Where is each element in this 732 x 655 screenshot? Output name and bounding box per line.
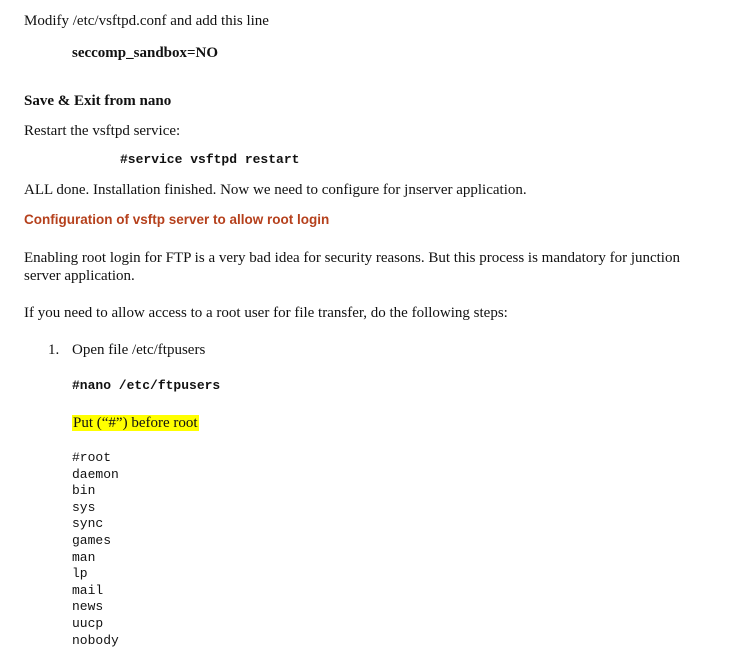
highlighted-instruction bbox=[72, 414, 199, 432]
paragraph-modify: Modify /etc/vsftpd.conf and add this line bbox=[24, 13, 269, 29]
list-number: 1. bbox=[48, 342, 60, 358]
paragraph-restart: Restart the vsftpd service: bbox=[24, 123, 181, 139]
ftpusers-entry: sys bbox=[72, 499, 96, 515]
ftpusers-list bbox=[72, 450, 119, 649]
paragraph-save-exit: Save & Exit from nano bbox=[24, 93, 172, 109]
section-heading-config: Configuration of vsftp server to allow root login bbox=[24, 212, 330, 227]
ftpusers-entry: nobody bbox=[72, 632, 119, 648]
ftpusers-entry: news bbox=[72, 599, 104, 615]
paragraph-enabling: Enabling root login for FTP is a very bad idea for security reasons. But this process is mandatory for junction server application. bbox=[24, 250, 680, 284]
ftpusers-entry: man bbox=[72, 549, 96, 565]
ftpusers-entry: #root bbox=[72, 450, 112, 465]
ftpusers-entry: uucp bbox=[72, 615, 104, 631]
ftpusers-entry: sync bbox=[72, 516, 104, 532]
ftpusers-entry: lp bbox=[72, 566, 88, 582]
code-restart-command: #service vsftpd restart bbox=[120, 152, 300, 167]
paragraph-if-you-need: If you need to allow access to a root user for file transfer, do the following steps: bbox=[24, 305, 508, 321]
highlight-text: Put (“#”) before root bbox=[73, 415, 198, 431]
ftpusers-entry: bin bbox=[72, 483, 96, 499]
ftpusers-entry: daemon bbox=[72, 466, 119, 482]
ftpusers-entry: mail bbox=[72, 582, 104, 598]
ftpusers-entry: games bbox=[72, 532, 112, 548]
code-seccomp-line: seccomp_sandbox=NO bbox=[72, 45, 219, 61]
code-nano-command: #nano /etc/ftpusers bbox=[72, 378, 221, 393]
paragraph-all-done: ALL done. Installation finished. Now we need to configure for jnserver application. bbox=[24, 182, 527, 198]
list-item-text: Open file /etc/ftpusers bbox=[72, 342, 206, 358]
